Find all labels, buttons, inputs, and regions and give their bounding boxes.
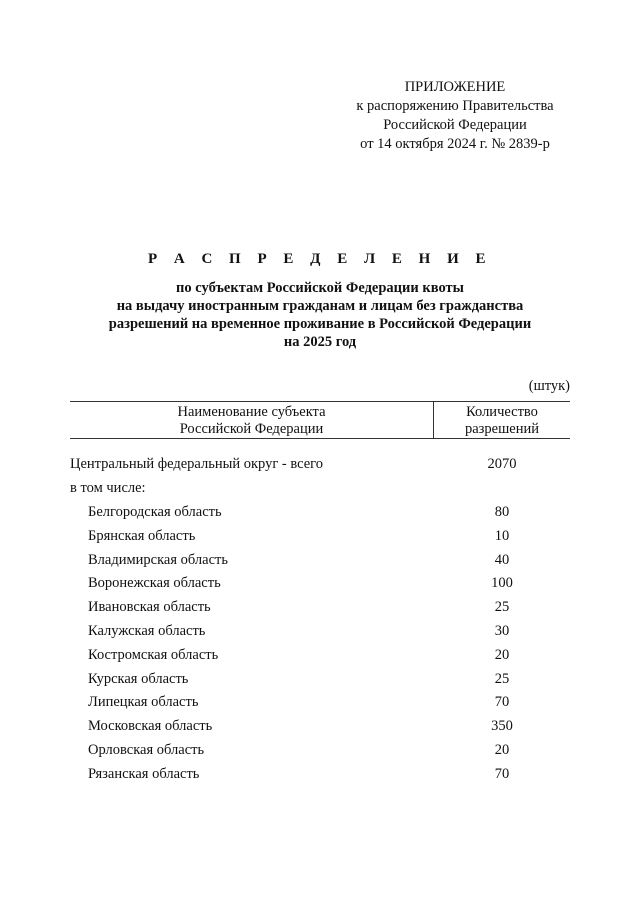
appendix-line-federation: Российской Федерации [383,117,527,133]
row-value: 350 [491,718,513,735]
table-row [70,548,570,572]
table-row [70,524,570,548]
row-value: 70 [494,694,510,711]
table-row [70,762,570,786]
row-subject: Белгородская область [88,503,222,520]
row-subject: Калужская область [88,622,206,639]
table-row [70,620,570,644]
row-value: 2070 [487,456,517,473]
heading-line-2: на выдачу иностранным гражданам и лицам без гражданства [116,298,524,314]
appendix-title: ПРИЛОЖЕНИЕ [404,79,506,95]
row-value: 20 [494,646,510,663]
row-value: 20 [494,741,510,758]
row-value: 30 [494,622,510,639]
table-row [70,453,570,477]
table-row [70,691,570,715]
row-value: 40 [494,551,510,568]
table-row [70,501,570,525]
row-subject: Московская область [88,718,213,735]
row-subject: Курская область [88,670,189,687]
row-value: 80 [494,503,510,520]
row-subject: Орловская область [88,741,205,758]
heading-line-4: на 2025 год [283,334,357,350]
heading-line-3: разрешений на временное проживание в Российской Федерации [108,316,532,332]
document-title: Р А С П Р Е Д Е Л Е Н И Е [147,251,492,267]
appendix-line-date: от 14 октября 2024 г. № 2839-р [360,136,550,152]
table-row [70,667,570,691]
row-subject: в том числе: [70,480,146,497]
table-row [70,715,570,739]
appendix-line-order: к распоряжению Правительства [356,98,554,114]
row-subject: Ивановская область [88,599,211,616]
table-body [70,453,570,786]
heading-line-1: по субъектам Российской Федерации квоты [176,280,464,296]
table-row [70,739,570,763]
row-subject: Брянская область [88,527,196,544]
row-value: 25 [494,599,510,616]
row-subject: Центральный федеральный округ - всего [70,456,324,473]
header-count-column [434,402,570,438]
table-row [70,572,570,596]
row-subject: Костромская область [88,646,219,663]
header-subject-column [70,402,434,438]
row-value: 25 [494,670,510,687]
document-heading [70,250,570,351]
row-subject: Воронежская область [88,575,221,592]
row-value: 70 [494,765,510,782]
row-value: 100 [491,575,513,592]
row-value: 10 [494,527,510,544]
unit-label: (штук) [528,378,570,394]
row-subject: Владимирская область [88,551,228,568]
row-subject: Рязанская область [88,765,200,782]
header-subject-line-1: Наименование субъекта [177,404,326,420]
appendix-block [330,78,580,154]
table-row [70,477,570,501]
header-subject-line-2: Российской Федерации [179,421,324,437]
row-subject: Липецкая область [88,694,199,711]
header-count-line-1: Количество [466,404,538,420]
table-header [70,401,570,439]
table-row [70,596,570,620]
table-row [70,643,570,667]
header-count-line-2: разрешений [465,421,539,437]
